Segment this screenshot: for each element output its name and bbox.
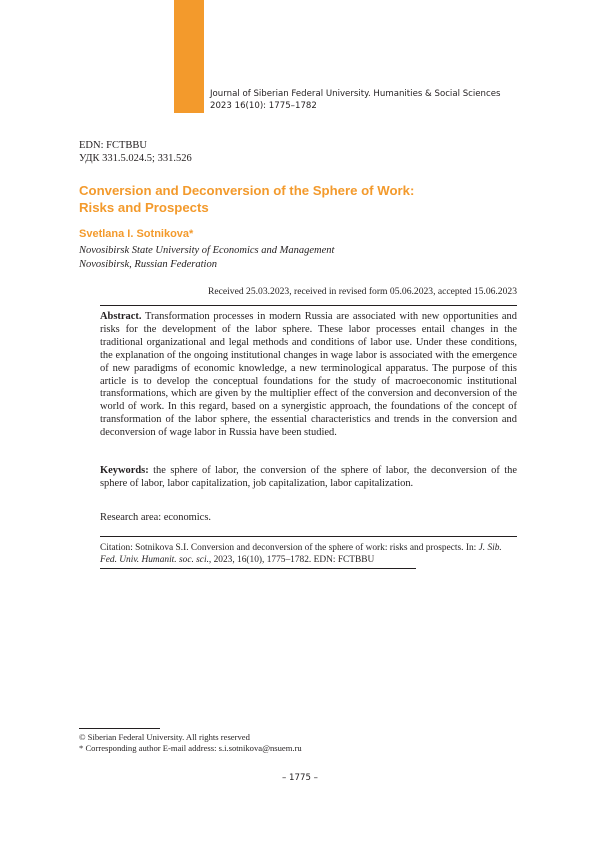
abstract-top-rule [100,305,517,306]
keywords-text: the sphere of labor, the conversion of the sphere of labor, the deconversion of the sphere of labor, labor capitalization, job capitalization, labor capitalization. [100,465,517,489]
abstract-label: Abstract. [100,311,142,322]
footnotes [79,732,302,754]
citation-bottom-rule [100,568,416,569]
footnote-rule [79,728,160,729]
citation-prefix: Citation: Sotnikova S.I. Conversion and deconversion of the sphere of work: risks and prospects. In: [100,543,479,553]
page-number: – 1775 – [282,773,318,783]
citation-journal: J. Sib. Fed. Univ. Humanit. soc. sci. [100,543,502,566]
citation [100,542,517,567]
journal-issue: 2023 16(10): 1775–1782 [210,101,317,111]
author-name: Svetlana I. Sotnikova* [79,228,194,240]
title-line-1: Conversion and Deconversion of the Sphere of Work: [79,183,415,198]
keywords [100,465,517,491]
identifiers [79,139,192,165]
header-accent-bar [174,0,204,113]
citation-suffix: , 2023, 16(10), 1775–1782. EDN: FCTBBU [208,555,375,566]
abstract-text: Transformation processes in modern Russia are associated with new opportunities and risks for the development of the labor sphere. These labor processes entail changes in the traditional organizational and legal methods and conditions of labor use. Under these conditions, the explanation of the ongoing institutional changes in wage labor is associated with the emergence of new paradigms of economic knowledge, a new terminological apparatus. The purpose of this article is to develop the conceptual foundations for the study of macroeconomic institutional transformations, which are given by the multiplier effect of the conversion and deconversion of the world of work. In this regard, based on a synergistic approach, the foundations of the concept of transformation of the labor sphere, the essential characteristics and trends in the conversion and deconversion of wage labor in Russia have been studied. [100,311,517,439]
affiliation [79,244,334,272]
received-dates: Received 25.03.2023, received in revised form 05.06.2023, accepted 15.06.2023 [207,286,517,297]
copyright-note: © Siberian Federal University. All rights reserved [79,732,250,742]
research-area: Research area: economics. [100,512,211,523]
corresponding-author-note: * Corresponding author E-mail address: s.i.sotnikova@nsuem.ru [79,743,302,753]
affiliation-location: Novosibirsk, Russian Federation [79,259,217,270]
udk-code: УДК 331.5.024.5; 331.526 [79,153,192,164]
title-line-2: Risks and Prospects [79,200,209,215]
article-title [79,182,519,216]
edn-code: EDN: FCTBBU [79,140,147,151]
citation-top-rule [100,536,517,537]
abstract [100,311,517,440]
keywords-label: Keywords: [100,465,149,476]
journal-name: Journal of Siberian Federal University. Humanities & Social Sciences [210,89,501,99]
journal-header [210,88,501,112]
affiliation-institution: Novosibirsk State University of Economics and Management [79,245,335,256]
